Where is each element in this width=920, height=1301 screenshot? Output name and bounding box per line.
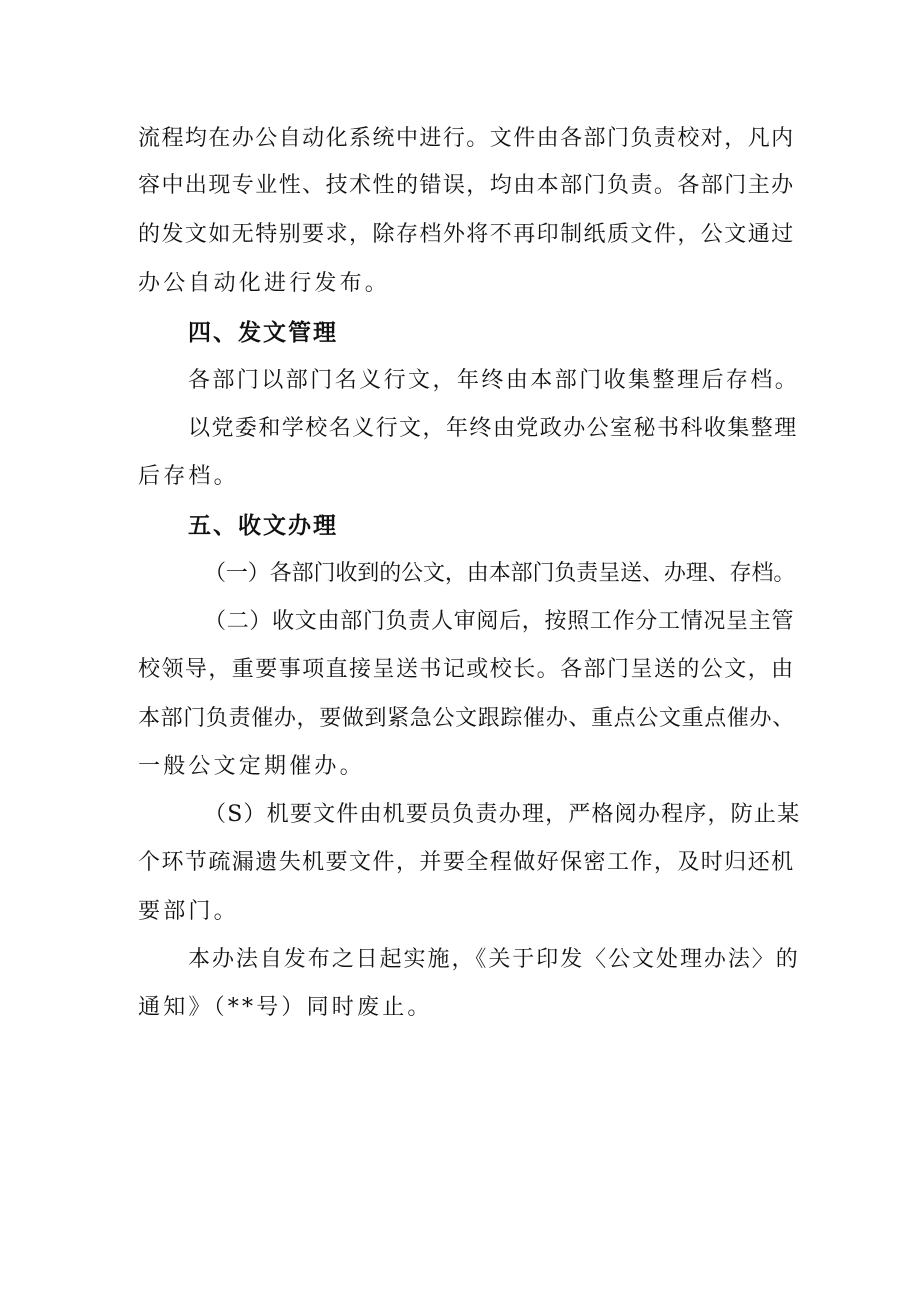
section4-paragraph-1: 各部门以部门名义行文，年终由本部门收集整理后存档。 (188, 368, 800, 393)
text-line: 校领导，重要事项直接呈送书记或校长。各部门呈送的公文，由 (138, 657, 795, 682)
text-line: 以党委和学校名义行文，年终由党政办公室秘书科收集整理 (188, 416, 798, 441)
text-line: （二）收文由部门负责人审阅后，按照工作分工情况呈主管 (204, 609, 795, 634)
section-heading-4: 四、发文管理 (188, 320, 338, 346)
section-heading-5: 五、收文办理 (188, 513, 338, 539)
text-line: 本办法自发布之日起实施，《关于印发〈公文处理办法〉的 (188, 947, 800, 972)
text-line: 本部门负责催办，要做到紧急公文跟踪催办、重点公文重点催办、 (138, 706, 795, 731)
text-line: （S）机要文件由机要员负责办理，严格阅办程序，防止某 (204, 802, 801, 827)
text-line: 容中出现专业性、技术性的错误，均由本部门负责。各部门主办 (138, 173, 795, 198)
section5-item-1: （一）各部门收到的公文，由本部门负责呈送、办理、存档。 (204, 561, 796, 586)
text-line: 个环节疏漏遗失机要文件，并要全程做好保密工作，及时归还机 (138, 850, 795, 875)
text-line: 流程均在办公自动化系统中进行。文件由各部门负责校对，凡内 (138, 126, 795, 151)
text-line: 办公自动化进行发布。 (138, 271, 391, 296)
text-line: 的发文如无特别要求，除存档外将不再印制纸质文件，公文通过 (138, 222, 795, 247)
text-line: 要部门。 (138, 899, 239, 924)
text-line: 通知》（**号）同时废止。 (138, 995, 433, 1020)
text-line: 一般公文定期催办。 (138, 754, 365, 779)
text-line: 后存档。 (138, 464, 239, 489)
